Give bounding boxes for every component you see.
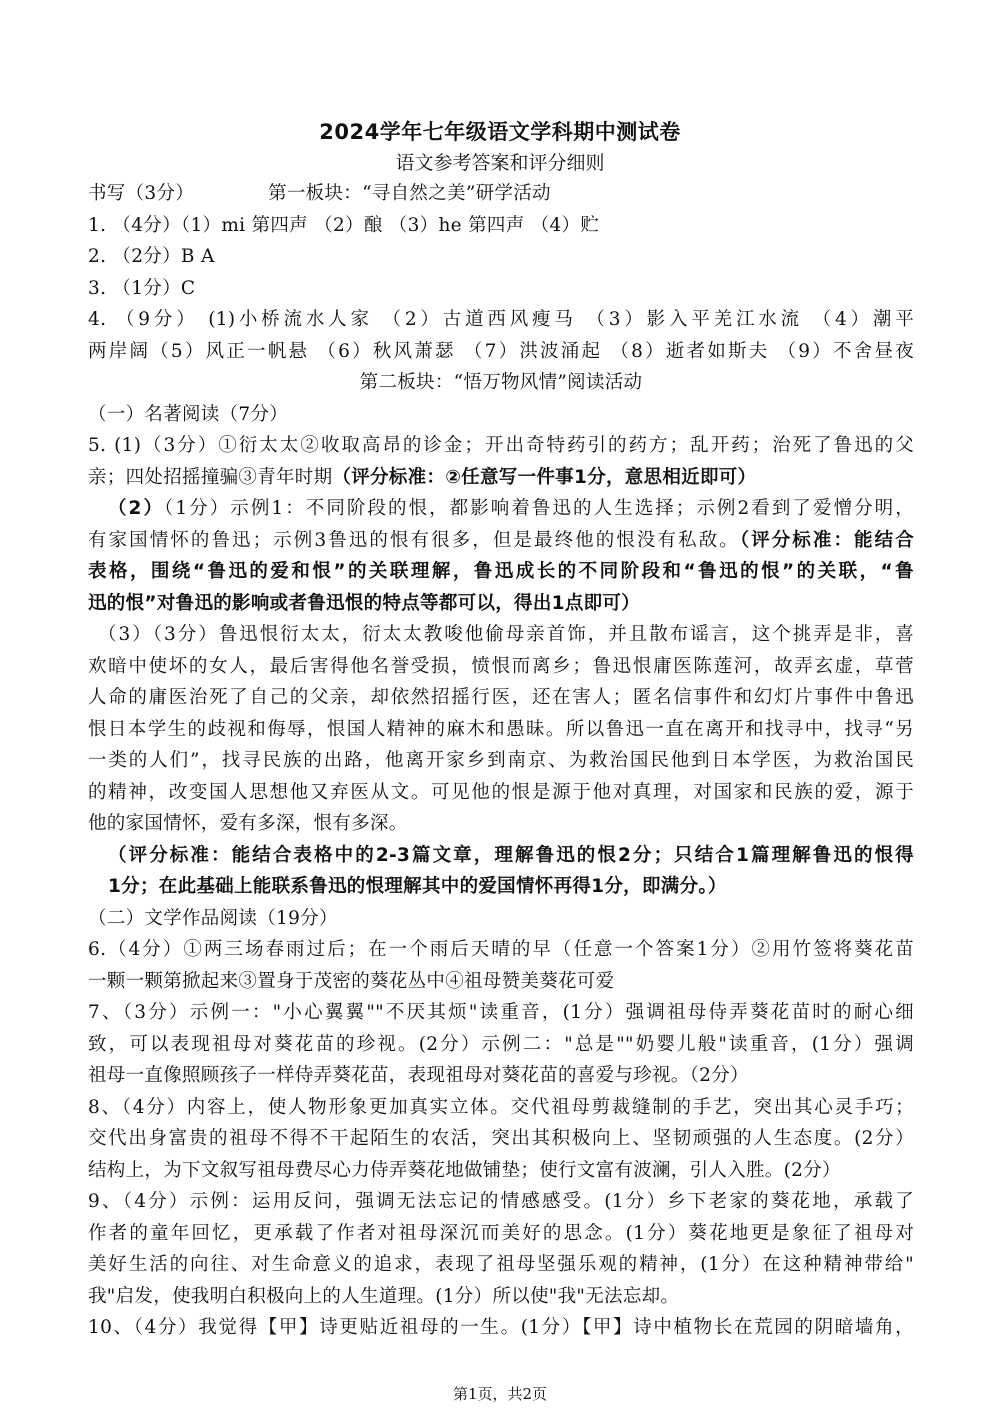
text-line: 交代出身富贵的祖母不得不干起陌生的农活，突出其积极向上、坚韧顽强的人生态度。(2分）: [88, 1128, 914, 1149]
text-line: 他的家国情怀，爱有多深，恨有多深。: [88, 813, 408, 834]
text-line: [88, 462, 914, 494]
section-heading: 第一板块：“寻自然之美”研学活动: [268, 183, 551, 204]
answer-text: 亲；四处招摇撞骗③青年时期: [88, 466, 333, 488]
question-number: （2）: [108, 498, 165, 519]
text-line: （3）（3分）鲁迅恨衍太太，衍太太教唆他偷母亲首饰，并且散布谣言，这个挑弄是非，喜: [98, 624, 914, 645]
text-line: 两岸阔（5）风正一帆悬 （6）秋风萧瑟 （7）洪波涌起 （8）逝者如斯夫 （9）不舍昼夜: [88, 340, 914, 362]
text-line: 致，可以表现祖母对葵花苗的珍视。(2分）示例二："总是""奶婴儿般"读重音，(1分）强调: [88, 1033, 914, 1055]
scoring-criteria: （评分标准：②任意写一件事1分，意思相近即可）: [332, 466, 757, 488]
text-line: 一颗一颗第掀起来③置身于茂密的葵花丛中④祖母赞美葵花可爱: [88, 970, 615, 992]
text-line: 一类的人们”，找寻民族的出路，他离开家乡到南京、为救治国民他到日本学医，为救治国民: [88, 750, 914, 771]
text-line: 作者的童年回忆，更承载了作者对祖母深沉而美好的思念。(1分）葵花地更是象征了祖母对: [88, 1222, 914, 1244]
page-subtitle: 语文参考答案和评分细则: [395, 152, 605, 174]
text-line: 结构上，为下文叙写祖母费尽心力侍弄葵花地做铺垫；使行文富有波澜，引人入胜。(2分）: [88, 1159, 841, 1181]
handwriting-score: 书写（3分）: [88, 183, 195, 204]
text-line: [88, 178, 914, 210]
text-line: 5. (1)（3分）①衍太太②收取高昂的诊金；开出奇特药引的药方；乱开药；治死了鲁迅的父: [88, 435, 914, 456]
text-line: 1. （4分）（1）mi 第四声 （2）酿 （3）he 第四声 （4）贮: [88, 214, 600, 236]
scoring-criteria: （评分标准：能结合表格中的2-3篇文章，理解鲁迅的恨2分；只结合1篇理解鲁迅的恨得: [108, 844, 914, 866]
page-number: 第1页，共2页: [452, 1385, 548, 1403]
text-line: 4. （9分） (1)小桥流水人家 （2）古道西风瘦马 （3）影入平羌江水流 （4）潮平: [88, 309, 914, 330]
answer-body: [88, 178, 914, 1344]
text-line: 6.（4分）①两三场春雨过后；在一个雨后天晴的早（任意一个答案1分）②用竹签将葵花苗: [88, 939, 914, 960]
subsection-heading: （一）名著阅读（7分）: [88, 403, 289, 425]
text-line: 美好生活的向往、对生命意义的追求，表现了祖母坚强乐观的精神，(1分）在这种精神带给": [88, 1254, 914, 1275]
text-line: 人命的庸医治死了自己的父亲，却依然招摇行医，还在害人；匿名信事件和幻灯片事件中鲁迅: [88, 687, 914, 708]
scoring-criteria: （评分标准：能结合: [739, 529, 914, 551]
text-line: 10、（4分）我觉得【甲】诗更贴近祖母的一生。(1分）【甲】诗中植物长在荒园的阴暗墙角，: [88, 1317, 914, 1338]
text-line: 2. （2分）B A: [88, 246, 215, 267]
text-line: 祖母一直像照顾孩子一样侍弄葵花苗，表现祖母对葵花苗的喜爱与珍视。（2分）: [88, 1065, 749, 1086]
text-line: 欢暗中使坏的女人，最后害得他名誉受损，愤恨而离乡；鲁迅恨庸医陈莲河，故弄玄虚，草菅: [88, 655, 914, 677]
text-line: 恨日本学生的歧视和侮辱，恨国人精神的麻木和愚昧。所以鲁迅一直在离开和找寻中，找寻“另: [88, 718, 914, 740]
text-line: 8、（4分）内容上，使人物形象更加真实立体。交代祖母剪裁缝制的手艺，突出其心灵手巧；: [88, 1096, 914, 1118]
text-line: [88, 525, 914, 557]
text-line: [88, 493, 914, 525]
subsection-heading: （二）文学作品阅读（19分）: [88, 907, 338, 929]
text-line: 的精神，改变国人思想他又弃医从文。可见他的恨是源于他对真理，对国家和民族的爱，源于: [88, 781, 914, 803]
answer-text: （1分）示例1：不同阶段的恨，都影响着鲁迅的人生选择；示例2看到了爱憎分明，: [164, 498, 914, 519]
scoring-criteria: 表格，围绕“鲁迅的爱和恨”的关联理解，鲁迅成长的不同阶段和“鲁迅的恨”的关联，“鲁: [88, 561, 914, 582]
text-line: 9、（4分）示例：运用反问，强调无法忘记的情感感受。(1分）乡下老家的葵花地，承载了: [88, 1191, 914, 1212]
text-line: 7、（3分）示例一："小心翼翼""不厌其烦"读重音，(1分）强调祖母侍弄葵花苗时的耐心细: [88, 1002, 914, 1023]
page-title: 2024学年七年级语文学科期中测试卷: [319, 120, 681, 144]
text-line: 我"启发，使我明白积极向上的人生道理。(1分）所以使"我"无法忘却。: [88, 1285, 680, 1307]
scoring-criteria: 1分；在此基础上能联系鲁迅的恨理解其中的爱国情怀再得1分，即满分。）: [108, 876, 727, 897]
scoring-criteria: 迅的恨”对鲁迅的影响或者鲁迅恨的特点等都可以，得出1点即可）: [88, 592, 641, 614]
text-line: 3. （1分）C: [88, 277, 196, 299]
section-heading: 第二板块：“悟万物风情”阅读活动: [359, 372, 643, 393]
answer-text: 有家国情怀的鲁迅；示例3鲁迅的恨有很多，但是最终他的恨没有私敌。: [88, 529, 740, 551]
